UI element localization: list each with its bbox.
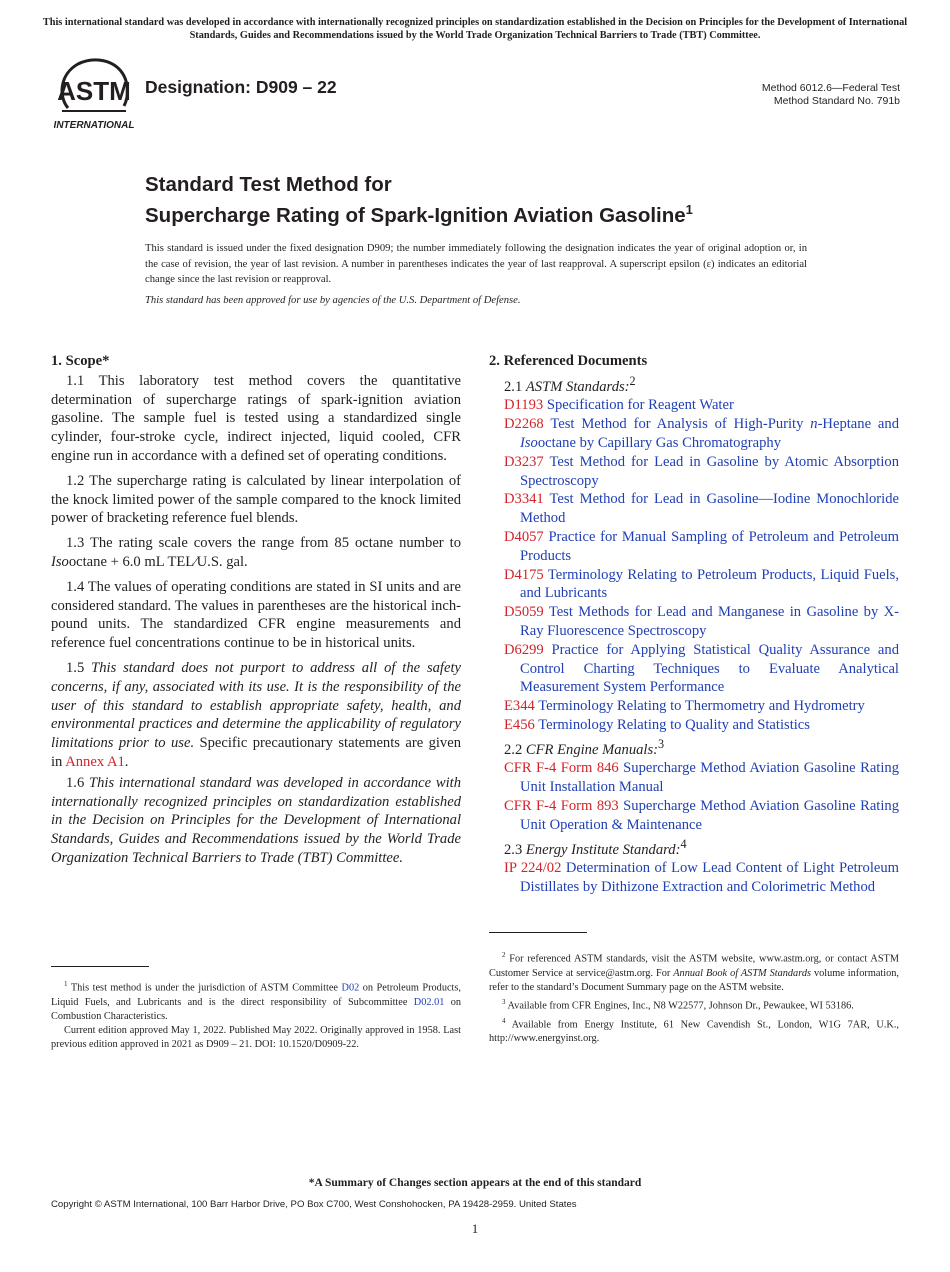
ref-item — [489, 603, 899, 641]
ref-item — [489, 641, 899, 697]
cfr-manuals-subheading: 2.2 CFR Engine Manuals:$^3$ — [504, 736, 665, 758]
ref-code-link[interactable]: E344 — [504, 698, 535, 715]
dod-approval: This standard has been approved for use by agencies of the U.S. Department of Defense. — [145, 295, 521, 306]
ref-item — [489, 859, 899, 897]
scope-para-1-6: 1.6 This international standard was developed in accordance with internationally recognized principles on standardization established in the Decision on Principles for the Development of International Standards, Guides and Recommendations issued by the World Trade Organization Technical Barriers to Trade (TBT) Committee. — [51, 774, 462, 866]
ref-code-link[interactable]: D6299 — [504, 641, 544, 658]
svg-text:ASTM: ASTM — [57, 76, 131, 106]
ref-title-link[interactable]: Supercharge Method Aviation Gasoline Rating Unit Installation Manual — [520, 760, 899, 796]
footnotes-left — [51, 977, 461, 1052]
ref-title-link[interactable]: Terminology Relating to Quality and Statistics — [538, 717, 810, 733]
designation: Designation: D909 – 22 — [145, 77, 337, 97]
ref-code-link[interactable]: CFR F-4 Form 893 — [504, 798, 619, 815]
issued-statement: This standard is issued under the fixed designation D909; the number immediately following the designation indicates the year of original adoption or, in the case of revision, the year of last revision. A number in parentheses indicates the year of last reapproval. A superscript epsilon (ε) indicates an editorial change since the last revision or reapproval. — [145, 243, 807, 285]
ref-title-link[interactable]: Supercharge Method Aviation Gasoline Rating Unit Operation & Maintenance — [520, 798, 899, 833]
referenced-documents-section — [489, 352, 899, 897]
committee-d02-link[interactable]: D02 — [341, 982, 360, 994]
scope-para-1-2: 1.2 The supercharge rating is calculated by linear interpolation of the knock limited power of the sample compared to the knock limited power of bracketing reference fuel blends. — [51, 472, 461, 527]
ref-code-link[interactable]: D3341 — [504, 491, 544, 508]
ref-title-link[interactable]: Test Methods for Lead and Manganese in Gasoline by X-Ray Fluorescence Spectroscopy — [520, 604, 899, 640]
astm-logo — [54, 56, 134, 134]
ref-title-link[interactable]: Terminology Relating to Petroleum Products, Liquid Fuels, and Lubricants — [520, 566, 900, 602]
ref-title-link[interactable]: Practice for Manual Sampling of Petroleum and Petroleum Products — [520, 529, 899, 564]
footnote-divider-right — [489, 932, 587, 933]
ref-code-link[interactable]: E456 — [504, 717, 535, 733]
method-reference — [762, 82, 900, 108]
footnote-1: $^1$ This test method is under the jurisdiction of ASTM Committee D02 on Petroleum Products, Liquid Fuels, and Lubricants and is the direct responsibility of Subcommittee D02.01 on Combustion Characteristics. — [51, 980, 462, 1022]
refdocs-heading: 2. Referenced Documents — [489, 353, 648, 369]
page-number: 1 — [471, 1221, 479, 1236]
scope-para-1-1: 1.1 This laboratory test method covers the quantitative determination of supercharge ratings of spark-ignition aviation gasoline. The sample fuel is tested using a standardized single cylinder, four-stroke cycle, indirect injected, liquid cooled, CFR engine run in accordance with a defined set of operating conditions. — [51, 372, 461, 464]
ref-code-link[interactable]: IP 224/02 — [504, 860, 562, 877]
ref-item — [489, 490, 899, 528]
ref-title-link[interactable]: Test Method for Analysis of High-Purity n-Heptane and Isooctane by Capillary Gas Chromatography — [520, 416, 899, 452]
ref-item — [489, 528, 899, 566]
annex-a1-link[interactable]: Annex A1 — [65, 753, 125, 770]
footnote-divider-left — [51, 966, 149, 967]
footnote-4: $^4$ Available from Energy Institute, 61 New Cavendish St., London, W1G 7AR, U.K., http://www.energyinst.org. — [489, 1016, 899, 1045]
ref-title-link[interactable]: Test Method for Lead in Gasoline by Atomic Absorption Spectroscopy — [520, 453, 899, 489]
svg-text:INTERNATIONAL: INTERNATIONAL — [54, 120, 134, 131]
footnote-1-edition: Current edition approved May 1, 2022. Published May 2022. Originally approved in 1958. Last previous edition approved in 2021 as D909 – 21. DOI: 10.1520/D0909-22. — [51, 1025, 461, 1051]
ref-item — [489, 759, 899, 797]
copyright: Copyright © ASTM International, 100 Barr Harbor Drive, PO Box C700, West Conshohocken, PA 19428-2959. United States — [51, 1199, 577, 1210]
scope-para-1-3: 1.3 The rating scale covers the range from 85 octane number to Isooctane + 6.0 mL TEL∕U.S. gal. — [51, 535, 461, 570]
ref-title-link[interactable]: Terminology Relating to Thermometry and Hydrometry — [538, 698, 865, 715]
footnote-2: $^2$ For referenced ASTM standards, visit the ASTM website, www.astm.org, or contact ASTM Customer Service at service@astm.org. For Annual Book of ASTM Standards volume information, refer to the standard’s Document Summary page on the ASTM website. — [489, 951, 899, 993]
ref-item — [489, 797, 899, 835]
ref-item — [489, 396, 899, 415]
ref-item — [489, 453, 899, 491]
ref-title-link[interactable]: Test Method for Lead in Gasoline—Iodine Monochloride Method — [520, 491, 899, 527]
ref-title-link[interactable]: Specification for Reagent Water — [546, 397, 734, 414]
ref-code-link[interactable]: D3237 — [504, 453, 544, 470]
ref-item — [489, 697, 899, 716]
subcommittee-d02-01-link[interactable]: D02.01 — [413, 996, 445, 1008]
title-line2: Supercharge Rating of Spark-Ignition Aviation Gasoline$^1$ — [145, 202, 693, 227]
ref-code-link[interactable]: D4175 — [504, 566, 544, 583]
ref-code-link[interactable]: CFR F-4 Form 846 — [504, 760, 619, 777]
ref-title-link[interactable]: Practice for Applying Statistical Quality Assurance and Control Charting Techniques to Evaluate Analytical Measurement System Performance — [520, 641, 899, 696]
title-footnote-ref[interactable]: 1 — [685, 202, 693, 217]
method-ref-line1: Method 6012.6—Federal Test — [761, 82, 900, 94]
ref-item — [489, 415, 899, 453]
scope-para-1-4: 1.4 The values of operating conditions are stated in SI units and are considered standard. The values in parentheses are the historical inch-pound units. The standardized CFR engine measurements and reference fuel concentrations continue to be in historical units. — [51, 578, 461, 652]
ref-code-link[interactable]: D1193 — [504, 397, 544, 414]
top-notice: This international standard was developed in accordance with internationally recognized principles on standardization established in the Decision on Principles for the Development of International Standards, Guides and Recommendations issued by the World Trade Organization Technical Barriers to Trade (TBT) Committee. — [42, 17, 908, 41]
scope-heading: 1. Scope* — [51, 353, 110, 369]
scope-section — [51, 352, 461, 868]
summary-of-changes-note: *A Summary of Changes section appears at the end of this standard — [308, 1177, 642, 1189]
ref-title-link[interactable]: Determination of Low Lead Content of Light Petroleum Distillates by Dithizone Extraction and Colorimetric Method — [520, 860, 900, 896]
title-line1: Standard Test Method for — [145, 173, 392, 196]
footnotes-right — [489, 948, 899, 1046]
astm-standards-subheading: 2.1 ASTM Standards:$^2$ — [504, 373, 636, 395]
ref-item — [489, 566, 899, 604]
ref-code-link[interactable]: D5059 — [504, 604, 544, 621]
scope-para-1-5: 1.5 This standard does not purport to address all of the safety concerns, if any, associated with its use. It is the responsibility of the user of this standard to establish appropriate safety, health, and environmental practices and determine the applicability of regulatory limitations prior to use. Specific precautionary statements are given in Annex A1. — [51, 659, 461, 770]
method-ref-line2: Method Standard No. 791b — [773, 95, 900, 107]
ref-code-link[interactable]: D2268 — [504, 416, 544, 433]
ref-item — [489, 716, 899, 735]
footnote-3: $^3$ Available from CFR Engines, Inc., N8 W22577, Johnson Dr., Pewaukee, WI 53186. — [502, 998, 854, 1012]
ref-code-link[interactable]: D4057 — [504, 529, 544, 546]
document-title — [145, 172, 693, 228]
energy-institute-subheading: 2.3 Energy Institute Standard:$^4$ — [504, 836, 687, 858]
